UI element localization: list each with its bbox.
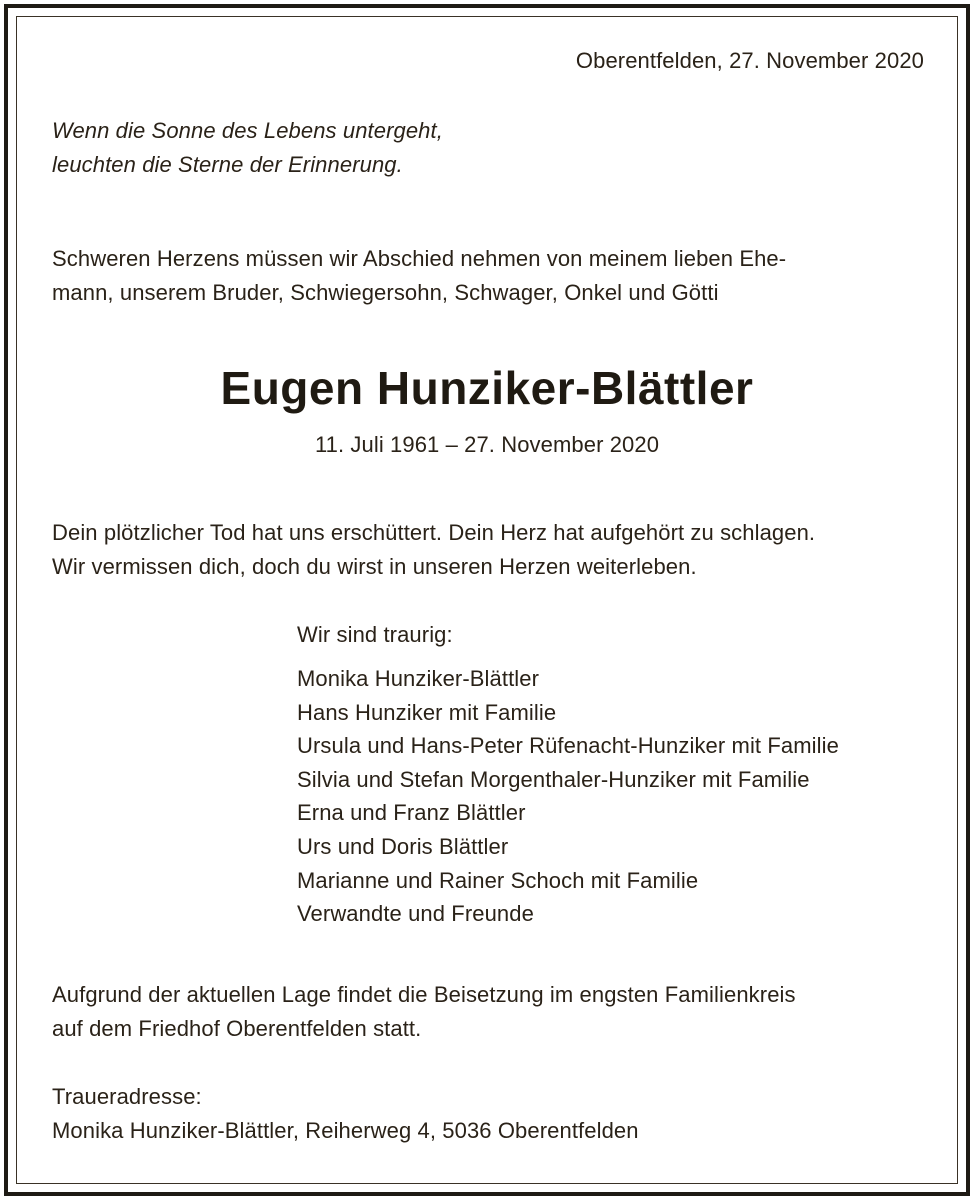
mourner-name: Hans Hunziker mit Familie [297,699,557,725]
message-line-2: Wir vermissen dich, doch du wirst in unseren Herzen weiterleben. [52,554,697,579]
address-value: Monika Hunziker-Blättler, Reiherweg 4, 5036 Oberentfelden [52,1118,639,1143]
motto-quote [52,114,443,182]
burial-line-1: Aufgrund der aktuellen Lage findet die Beisetzung im engsten Familienkreis [52,982,796,1007]
place-date: Oberentfelden, 27. November 2020 [575,48,924,73]
message-line-1: Dein plötzlicher Tod hat uns erschüttert. Dein Herz hat aufgehört zu schlagen. [52,520,816,545]
deceased-name: Eugen Hunziker-Blättler [220,362,754,414]
life-dates: 11. Juli 1961 – 27. November 2020 [314,432,660,457]
motto-line-1: Wenn die Sonne des Lebens untergeht, [52,118,443,143]
mourner-name: Urs und Doris Blättler [297,833,509,859]
burial-notice [52,978,796,1046]
motto-line-2: leuchten die Sterne der Erinnerung. [52,152,403,177]
intro-line-1: Schweren Herzens müssen wir Abschied nehmen von meinem lieben Ehe- [52,246,787,271]
mourner-name: Verwandte und Freunde [297,901,534,927]
mourners-block [297,618,839,931]
address-label: Traueradresse: [52,1084,202,1109]
mourner-name: Silvia und Stefan Morgenthaler-Hunziker mit Familie [297,766,810,792]
mourner-name: Monika Hunziker-Blättler [297,666,540,691]
mourning-address [52,1080,639,1148]
intro-line-2: mann, unserem Bruder, Schwiegersohn, Schwager, Onkel und Götti [52,280,719,305]
burial-line-2: auf dem Friedhof Oberentfelden statt. [52,1016,422,1041]
mourners-heading: Wir sind traurig: [297,622,453,647]
mourner-name: Ursula und Hans-Peter Rüfenacht-Hunziker mit Familie [297,733,839,759]
mourner-name: Erna und Franz Blättler [297,800,526,826]
intro-text [52,242,786,310]
farewell-message [52,516,815,584]
mourners-list [297,662,839,931]
mourner-name: Marianne und Rainer Schoch mit Familie [297,867,699,893]
